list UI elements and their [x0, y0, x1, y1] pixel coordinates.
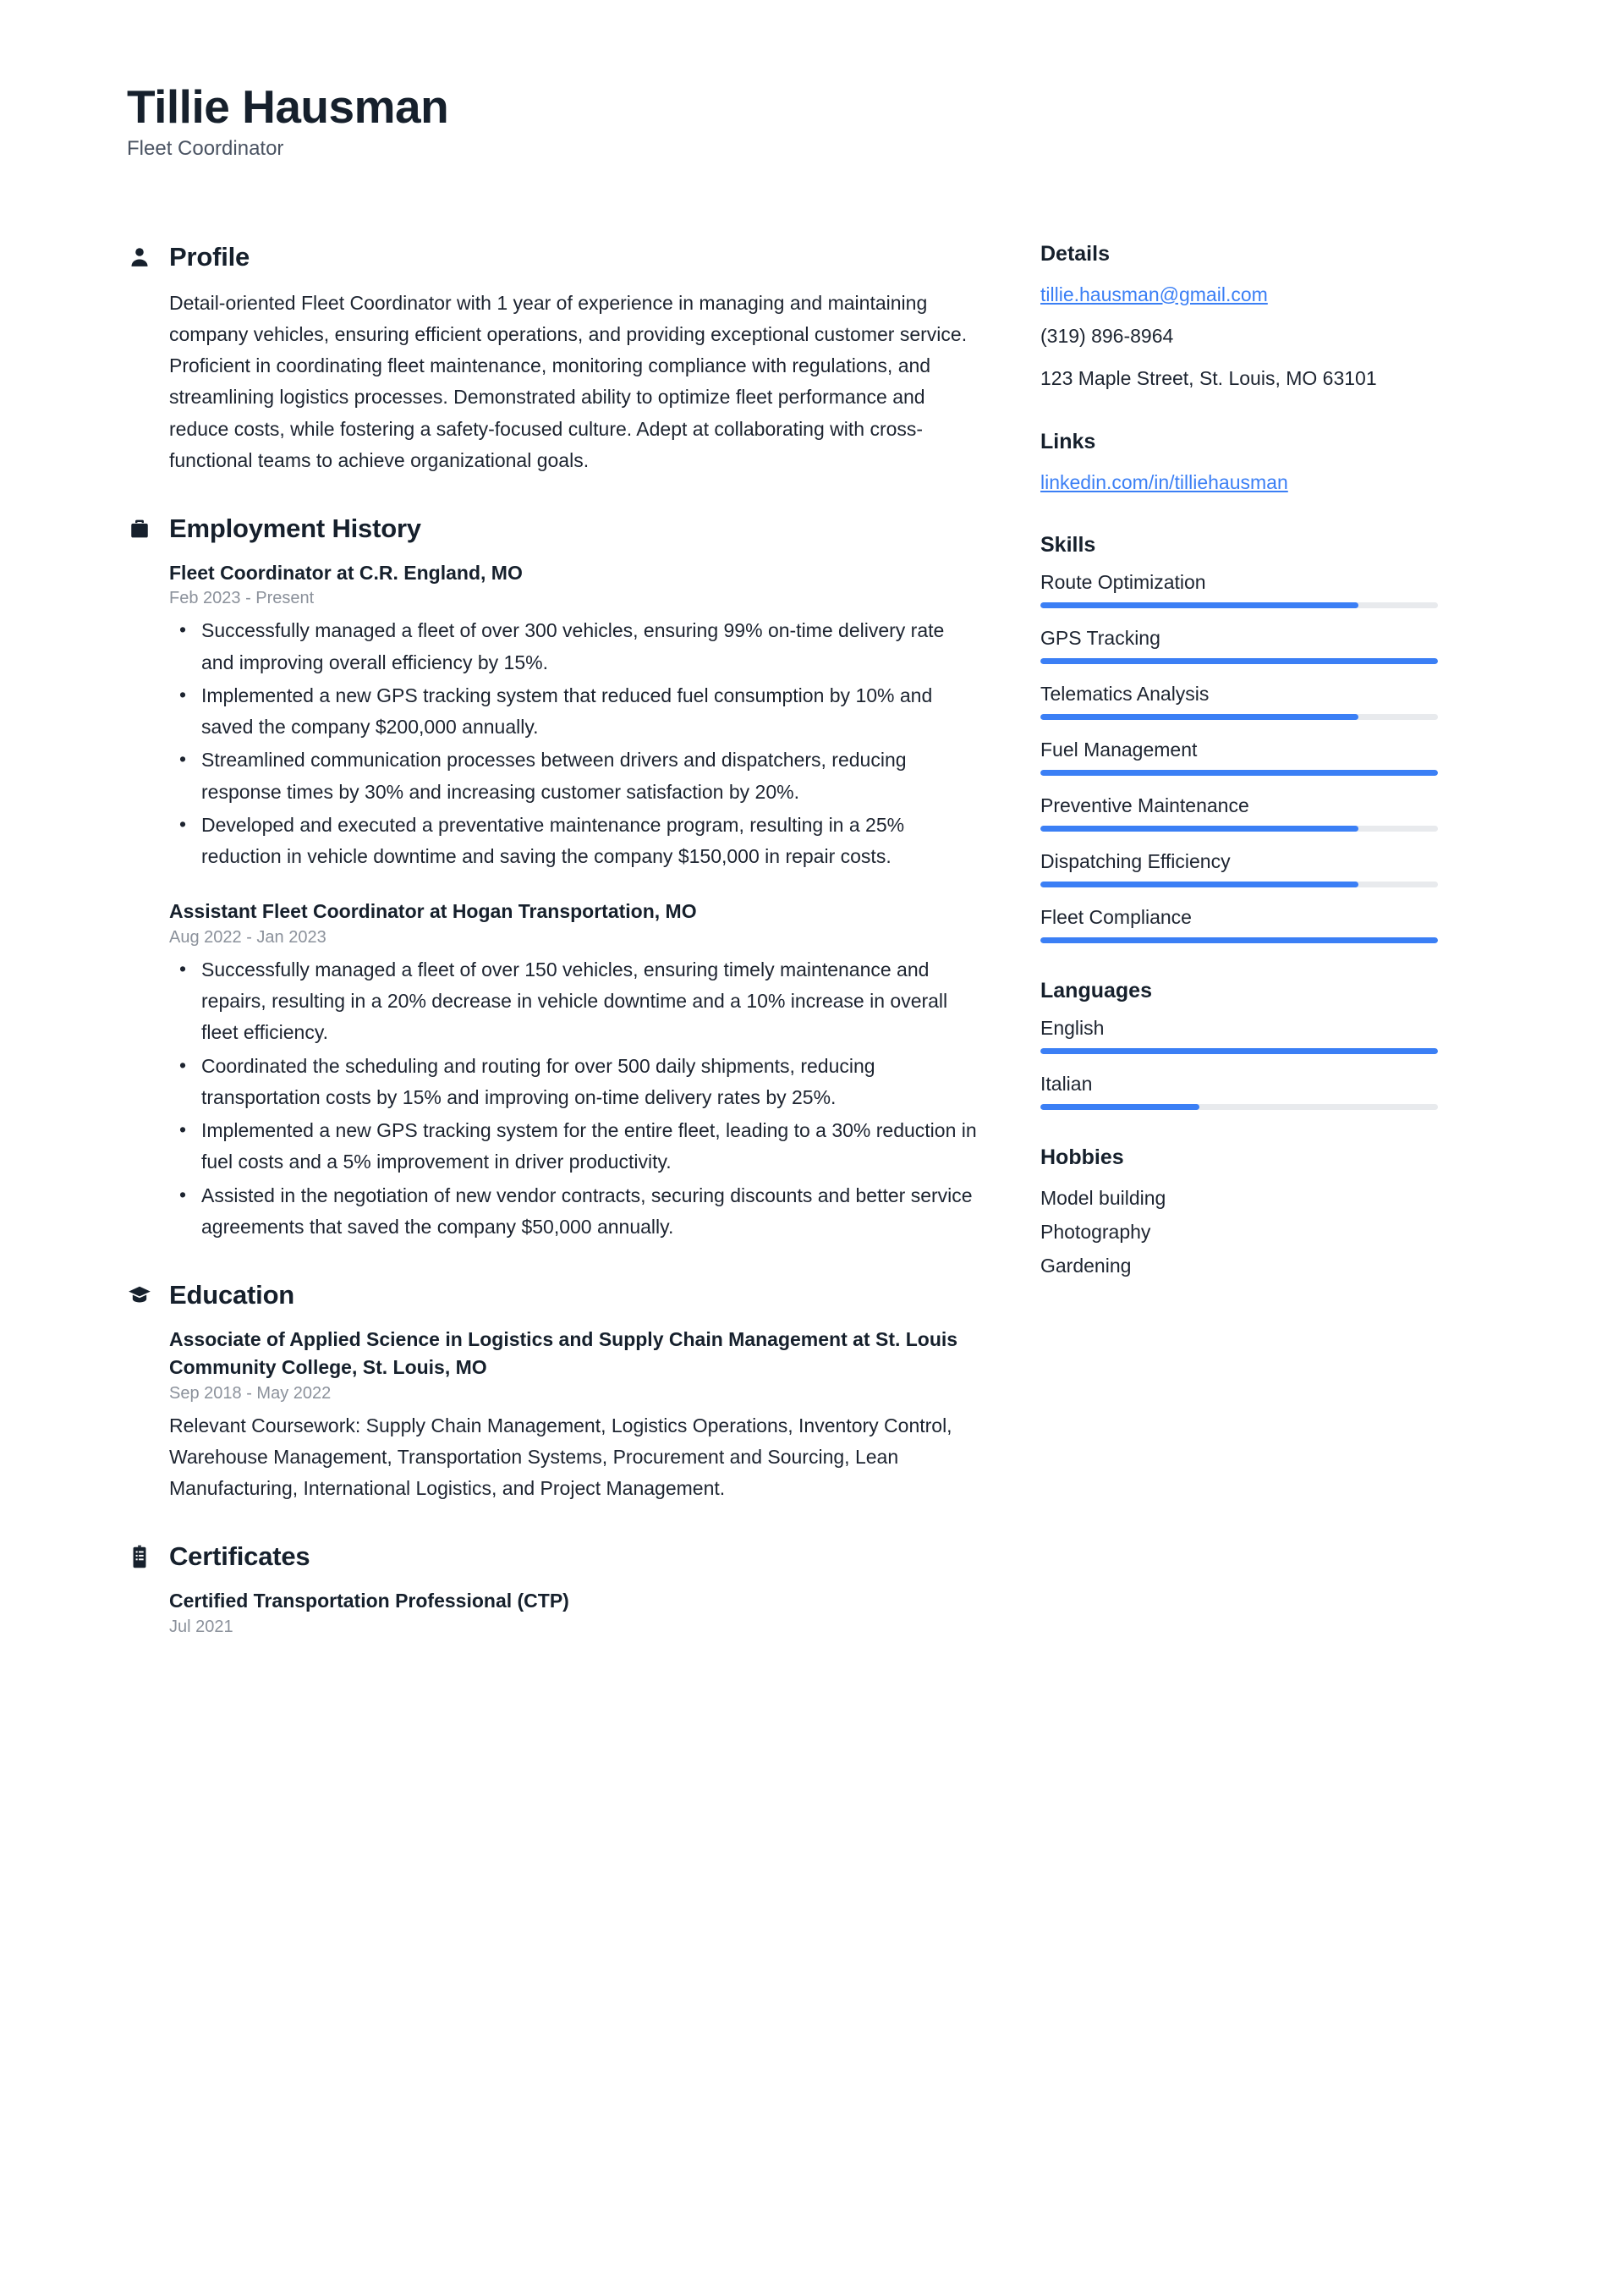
graduation-cap-icon — [127, 1281, 152, 1310]
skill-item — [1040, 850, 1438, 887]
language-rating-fill — [1040, 1104, 1199, 1110]
education-entry-title: Associate of Applied Science in Logistics and Supply Chain Management at St. Louis Community College, St. Louis, MO — [169, 1328, 958, 1379]
education-entry — [169, 1326, 981, 1504]
skill-rating-track — [1040, 770, 1438, 776]
employment-entry-title: Assistant Fleet Coordinator at Hogan Transportation, MO — [169, 900, 697, 923]
sidebar — [1040, 242, 1438, 1316]
skill-item — [1040, 683, 1438, 720]
skill-rating-fill — [1040, 602, 1358, 608]
hobby-item: Gardening — [1040, 1255, 1132, 1277]
skill-rating-track — [1040, 826, 1438, 832]
skill-rating-track — [1040, 882, 1438, 887]
sidebar-heading-links: Links — [1040, 429, 1096, 453]
employment-body — [127, 559, 981, 1243]
section-title-certificates: Certificates — [169, 1541, 310, 1572]
skill-label: Preventive Maintenance — [1040, 794, 1249, 817]
skill-rating-fill — [1040, 882, 1358, 887]
skill-label: Dispatching Efficiency — [1040, 850, 1231, 873]
page-title: Tillie Hausman — [127, 80, 449, 133]
skill-rating-track — [1040, 658, 1438, 664]
briefcase-icon — [127, 514, 152, 543]
employment-entry-date: Aug 2022 - Jan 2023 — [169, 927, 326, 947]
certificate-entry-date: Jul 2021 — [169, 1617, 233, 1636]
section-profile — [127, 242, 981, 477]
list-item: • Developed and executed a preventative maintenance program, resulting in a 25% reduction in vehicle downtime and saving the company $150,000 in repair costs. — [169, 810, 981, 873]
skill-rating-fill — [1040, 658, 1438, 664]
sidebar-block-links — [1040, 430, 1438, 498]
profile-text: Detail-oriented Fleet Coordinator with 1 year of experience in managing and maintaining company vehicles, ensuring efficient operations, and providing exceptional customer service. Proficient in coordinating fleet maintenance, monitoring compliance with regulations, and streamlining logistics processes. Demonstrated ability to optimize fleet performance and reduce costs, while fostering a safety-focused culture. Adept at collaborating with cross-functional teams to achieve organizational goals. — [169, 291, 968, 471]
education-body — [127, 1326, 981, 1504]
language-label: English — [1040, 1017, 1105, 1040]
postal-address: 123 Maple Street, St. Louis, MO 63101 — [1040, 366, 1377, 389]
skill-item — [1040, 739, 1438, 776]
employment-entry-bullets — [169, 954, 981, 1243]
profile-body — [127, 288, 981, 477]
resume-body — [127, 242, 1497, 1674]
skill-item — [1040, 571, 1438, 608]
person-icon — [127, 243, 152, 272]
education-heading-row — [127, 1280, 981, 1310]
sidebar-heading-skills: Skills — [1040, 533, 1096, 558]
skill-label: Fuel Management — [1040, 739, 1198, 761]
section-title-employment: Employment History — [169, 514, 421, 544]
sidebar-block-skills — [1040, 533, 1438, 943]
list-item: • Implemented a new GPS tracking system that reduced fuel consumption by 10% and saved the company $200,000 annually. — [169, 680, 981, 744]
skill-rating-fill — [1040, 937, 1438, 943]
list-item: • Coordinated the scheduling and routing for over 500 daily shipments, reducing transportation costs by 15% and improving on-time delivery rates by 25%. — [169, 1051, 981, 1114]
section-employment — [127, 514, 981, 1243]
linkedin-link[interactable]: linkedin.com/in/tilliehausman — [1040, 470, 1288, 493]
email-link[interactable]: tillie.hausman@gmail.com — [1040, 283, 1268, 305]
resume-header — [127, 81, 1497, 161]
sidebar-heading-details: Details — [1040, 241, 1110, 266]
list-item: • Streamlined communication processes between drivers and dispatchers, reducing response times by 30% and increasing customer satisfaction by 20%. — [169, 744, 981, 808]
profile-heading-row — [127, 242, 981, 272]
language-label: Italian — [1040, 1073, 1093, 1096]
skill-label: Telematics Analysis — [1040, 683, 1210, 706]
section-education — [127, 1280, 981, 1504]
education-entry-date: Sep 2018 - May 2022 — [169, 1383, 332, 1403]
list-item: • Assisted in the negotiation of new vendor contracts, securing discounts and better service agreements that saved the company $50,000 annually. — [169, 1180, 981, 1244]
skill-label: Fleet Compliance — [1040, 906, 1192, 929]
phone-number: (319) 896-8964 — [1040, 325, 1174, 348]
sidebar-block-languages — [1040, 979, 1438, 1110]
education-entry-description: Relevant Coursework: Supply Chain Management, Logistics Operations, Inventory Control, Warehouse Management, Transportation Systems, Procurement and Sourcing, Lean Manufacturing, International Logistics, and Project Management. — [169, 1414, 952, 1500]
list-item: • Successfully managed a fleet of over 300 vehicles, ensuring 99% on-time delivery rate and improving overall efficiency by 15%. — [169, 615, 981, 678]
certificate-entry — [169, 1587, 981, 1636]
section-certificates — [127, 1541, 981, 1636]
main-column — [127, 242, 1040, 1674]
skill-rating-track — [1040, 602, 1438, 608]
skill-label: Route Optimization — [1040, 571, 1206, 594]
language-rating-fill — [1040, 1048, 1438, 1054]
section-title-profile: Profile — [169, 241, 250, 272]
employment-entry-bullets — [169, 615, 981, 872]
skill-item — [1040, 906, 1438, 943]
employment-heading-row — [127, 514, 981, 544]
skill-rating-fill — [1040, 826, 1358, 832]
employment-entry-title: Fleet Coordinator at C.R. England, MO — [169, 562, 523, 585]
skill-rating-fill — [1040, 770, 1438, 776]
language-rating-track — [1040, 1104, 1438, 1110]
sidebar-block-details — [1040, 242, 1438, 394]
skill-label: GPS Tracking — [1040, 627, 1160, 650]
list-item: • Implemented a new GPS tracking system for the entire fleet, leading to a 30% reduction in fuel costs and a 5% improvement in driver productivity. — [169, 1115, 981, 1178]
hobby-item: Model building — [1040, 1187, 1166, 1210]
certificate-icon — [127, 1542, 152, 1571]
employment-entry — [169, 898, 981, 1243]
skill-rating-track — [1040, 937, 1438, 943]
language-rating-track — [1040, 1048, 1438, 1054]
sidebar-heading-languages: Languages — [1040, 979, 1152, 1003]
hobby-item: Photography — [1040, 1221, 1151, 1244]
employment-entry — [169, 559, 981, 872]
language-item — [1040, 1073, 1438, 1110]
header-job-title: Fleet Coordinator — [127, 136, 284, 160]
skill-item — [1040, 794, 1438, 832]
sidebar-block-hobbies — [1040, 1145, 1438, 1280]
certificates-heading-row — [127, 1541, 981, 1572]
sidebar-heading-hobbies: Hobbies — [1040, 1145, 1124, 1170]
section-title-education: Education — [169, 1280, 295, 1310]
skill-item — [1040, 627, 1438, 664]
certificate-entry-title: Certified Transportation Professional (CTP) — [169, 1590, 569, 1612]
skill-rating-track — [1040, 714, 1438, 720]
language-item — [1040, 1017, 1438, 1054]
skill-rating-fill — [1040, 714, 1358, 720]
certificates-body — [127, 1587, 981, 1636]
list-item: • Successfully managed a fleet of over 150 vehicles, ensuring timely maintenance and repairs, resulting in a 20% decrease in vehicle downtime and a 10% increase in overall fleet efficiency. — [169, 954, 981, 1049]
employment-entry-date: Feb 2023 - Present — [169, 589, 315, 608]
